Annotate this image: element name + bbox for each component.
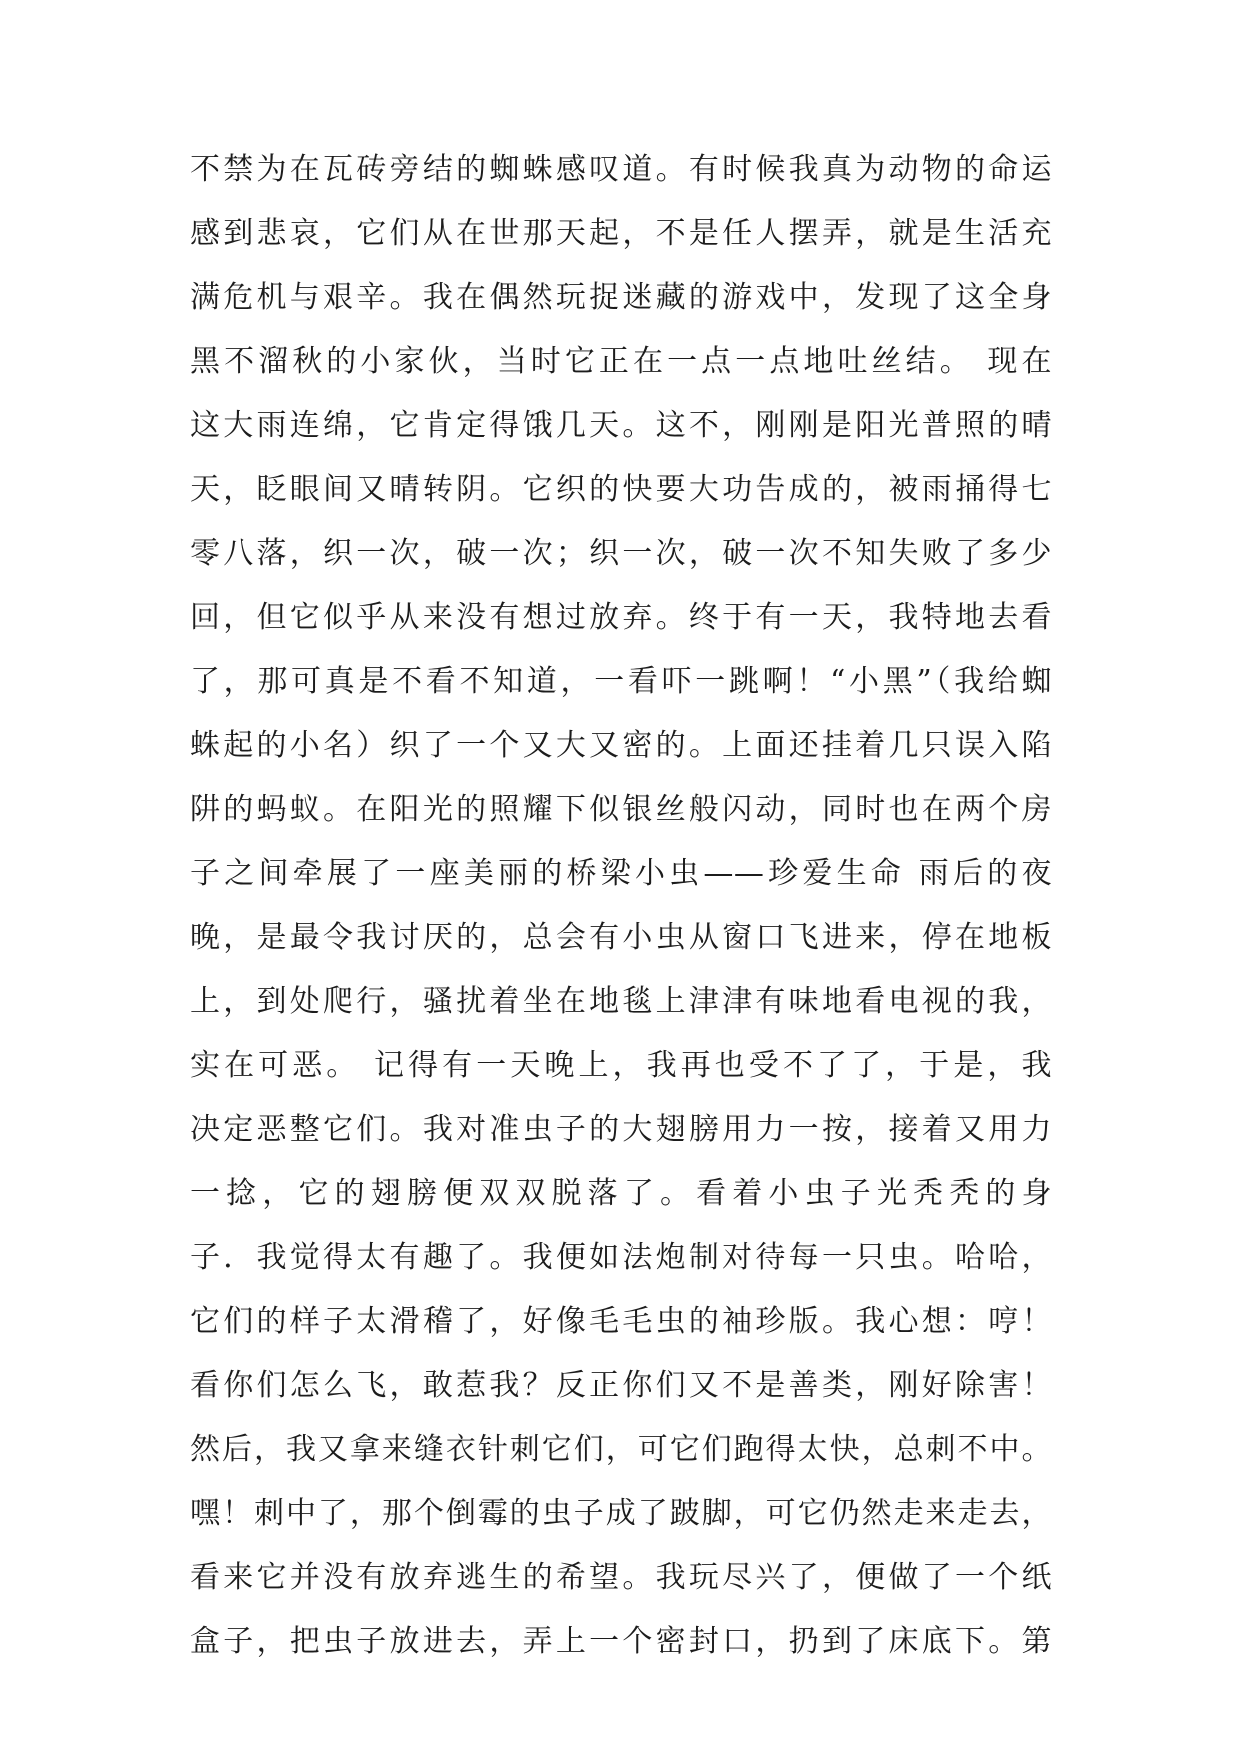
- text-line: 嘿！刺中了，那个倒霉的虫子成了跛脚，可它仍然走来走去，: [190, 1496, 1052, 1531]
- text-line: 晚，是最令我讨厌的，总会有小虫从窗口飞进来，停在地板: [190, 920, 1052, 955]
- text-line: 蛛起的小名）织了一个又大又密的。上面还挂着几只误入陷: [190, 728, 1052, 763]
- text-line: 满危机与艰辛。我在偶然玩捉迷藏的游戏中，发现了这全身: [190, 280, 1052, 315]
- text-line: 看来它并没有放弃逃生的希望。我玩尽兴了，便做了一个纸: [190, 1560, 1052, 1595]
- text-line: 阱的蚂蚁。在阳光的照耀下似银丝般闪动，同时也在两个房: [190, 792, 1052, 827]
- text-line: 上，到处爬行，骚扰着坐在地毯上津津有味地看电视的我，: [190, 984, 1052, 1019]
- text-line: 天，眨眼间又晴转阴。它织的快要大功告成的，被雨捅得七: [190, 472, 1052, 507]
- text-line: 然后，我又拿来缝衣针刺它们，可它们跑得太快，总刺不中。: [190, 1432, 1052, 1467]
- text-line: 零八落，织一次，破一次；织一次，破一次不知失败了多少: [190, 536, 1052, 571]
- body-text: [190, 138, 1052, 1674]
- text-line: 决定恶整它们。我对准虫子的大翅膀用力一按，接着又用力: [190, 1112, 1052, 1147]
- text-line: 不禁为在瓦砖旁结的蜘蛛感叹道。有时候我真为动物的命运: [190, 152, 1052, 187]
- text-line: 子之间牵展了一座美丽的桥梁小虫——珍爱生命 雨后的夜: [190, 856, 1052, 891]
- text-line: 这大雨连绵，它肯定得饿几天。这不，刚刚是阳光普照的晴: [190, 408, 1052, 443]
- text-line: 一捻，它的翅膀便双双脱落了。看着小虫子光秃秃的身: [190, 1176, 1052, 1211]
- text-line: 感到悲哀，它们从在世那天起，不是任人摆弄，就是生活充: [190, 216, 1052, 251]
- text-line: 子．我觉得太有趣了。我便如法炮制对待每一只虫。哈哈，: [190, 1240, 1052, 1275]
- text-line: 实在可恶。 记得有一天晚上，我再也受不了了，于是，我: [190, 1048, 1052, 1083]
- text-line: 了，那可真是不看不知道，一看吓一跳啊！“小黑”（我给蜘: [190, 664, 1052, 699]
- text-line: 盒子，把虫子放进去，弄上一个密封口，扔到了床底下。第: [190, 1624, 1052, 1659]
- text-line: 看你们怎么飞，敢惹我？反正你们又不是善类，刚好除害！: [190, 1368, 1052, 1403]
- text-line: 它们的样子太滑稽了，好像毛毛虫的袖珍版。我心想：哼！: [190, 1304, 1052, 1339]
- text-line: 黑不溜秋的小家伙，当时它正在一点一点地吐丝结。 现在: [190, 344, 1052, 379]
- text-line: 回，但它似乎从来没有想过放弃。终于有一天，我特地去看: [190, 600, 1052, 635]
